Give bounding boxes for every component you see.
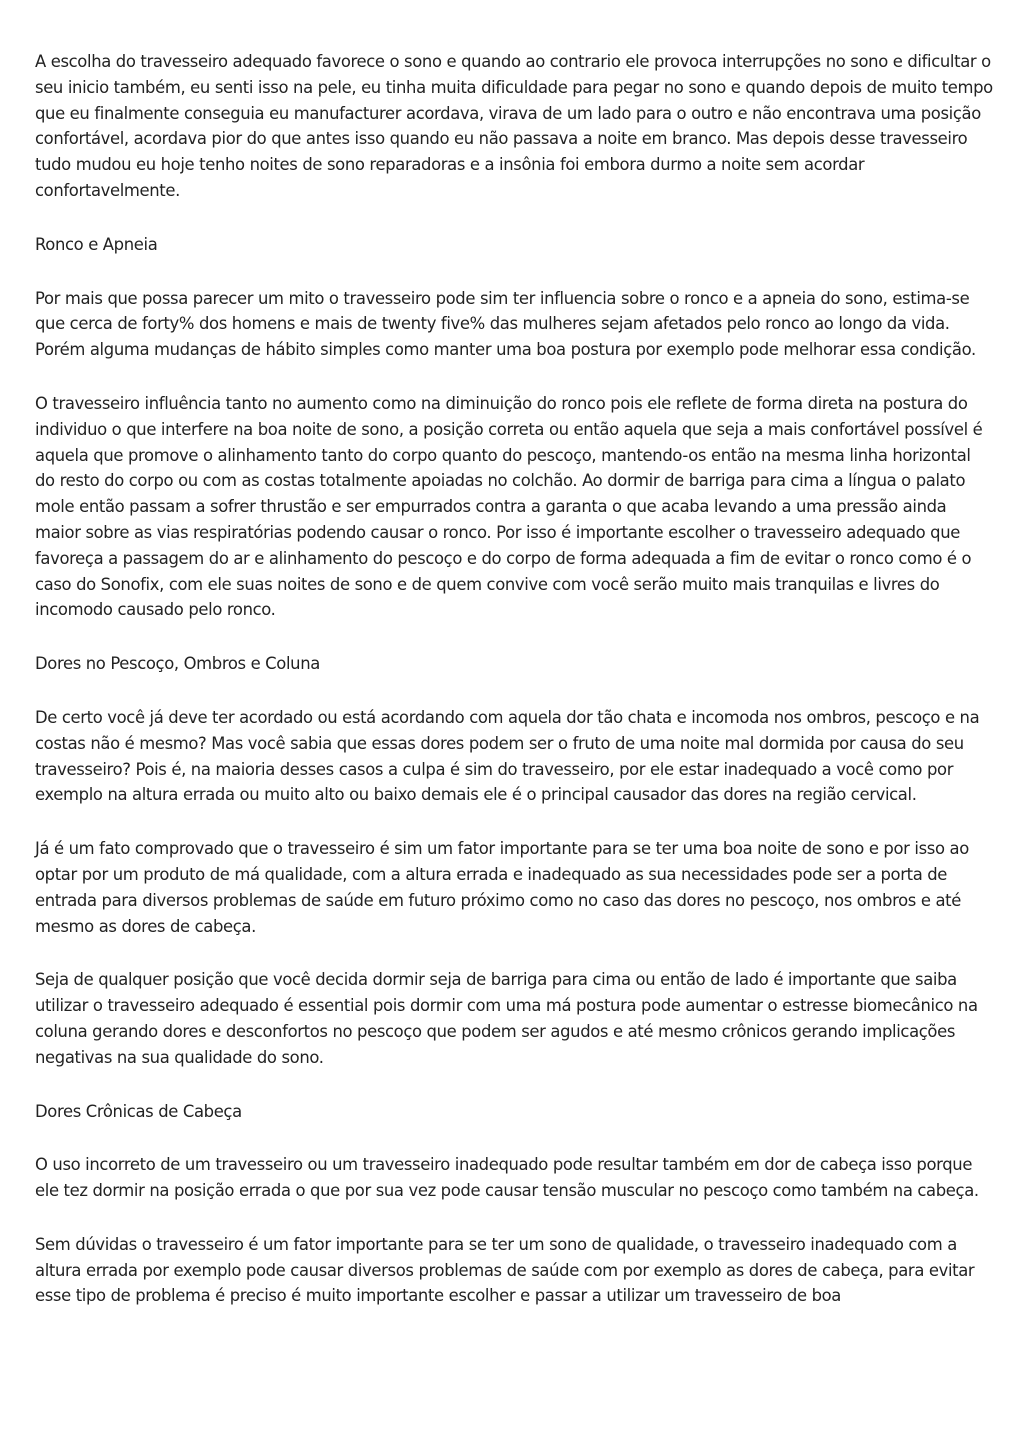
ronco-paragraph-1: Por mais que possa parecer um mito o travesseiro pode sim ter influencia sobre o ronco e a apneia do sono, estima-se que cerca de forty% dos homens e mais de twenty five% das mulheres sejam afetados pelo ronco ao longo da vida. Porém alguma mudanças de hábito simples como manter uma boa postura por exemplo pode melhorar essa condição.: [35, 288, 976, 360]
cabeca-paragraph-1: O uso incorreto de um travesseiro ou um travesseiro inadequado pode resultar também em dor de cabeça isso porque ele tez dormir na posição errada o que por sua vez pode causar tensão muscular no pescoço como também na cabeça.: [35, 1155, 979, 1201]
dores-paragraph-2: Já é um fato comprovado que o travesseiro é sim um fator importante para se ter uma boa noite de sono e por isso ao optar por um produto de má qualidade, com a altura errada e inadequado as sua necessidades pode ser a porta de entrada para diversos problemas de saúde em futuro próximo como no caso das dores no pescoço, nos ombros e até mesmo as dores de cabeça.: [35, 839, 969, 936]
cabeca-paragraph-2: Sem dúvidas o travesseiro é um fator importante para se ter um sono de qualidade, o travesseiro inadequado com a altura errada por exemplo pode causar diversos problemas de saúde com por exemplo as dores de cabeça, para evitar esse tipo de problema é preciso é muito importante escolher e passar a utilizar um travesseiro de boa: [35, 1234, 975, 1306]
ronco-paragraph-2: O travesseiro influência tanto no aumento como na diminuição do ronco pois ele reflete de forma direta na postura do individuo o que interfere na boa noite de sono, a posição correta ou então aquela que seja a mais confortável possível é aquela que promove o alinhamento tanto do corpo quanto do pescoço, mantendo-os então na mesma linha horizontal do resto do corpo ou com as costas totalmente apoiadas no colchão. Ao dormir de barriga para cima a língua o palato mole então passam a sofrer thrustão e ser empurrados contra a garanta o que acaba levando a uma pressão ainda maior sobre as vias respiratórias podendo causar o ronco. Por isso é importante escolher o travesseiro adequado que favoreça a passagem do ar e alinhamento do pescoço e do corpo de forma adequada a fim de evitar o ronco como é o caso do Sonofix, com ele suas noites de sono e de quem convive com você serão muito mais tranquilas e livres do incomodo causado pelo ronco.: [35, 393, 983, 620]
section-heading-ronco-apneia: Ronco e Apneia: [35, 234, 158, 254]
section-heading-dores-pescoco: Dores no Pescoço, Ombros e Coluna: [35, 654, 320, 674]
dores-paragraph-3: Seja de qualquer posição que você decida dormir seja de barriga para cima ou então de lado é importante que saiba utilizar o travesseiro adequado é essential pois dormir com uma má postura pode aumentar o estresse biomecânico na coluna gerando dores e desconfortos no pescoço que podem ser agudos e até mesmo crônicos gerando implicações negativas na sua qualidade do sono.: [35, 970, 978, 1067]
intro-paragraph: A escolha do travesseiro adequado favorece o sono e quando ao contrario ele provoca interrupções no sono e dificultar o seu inicio também, eu senti isso na pele, eu tinha muita dificuldade para pegar no sono e quando depois de muito tempo que eu finalmente conseguia eu manufacturer acordava, virava de um lado para o outro e não encontrava uma posição confortável, acordava pior do que antes isso quando eu não passava a noite em branco. Mas depois desse travesseiro tudo mudou eu hoje tenho noites de sono reparadoras e a insônia foi embora durmo a noite sem acordar confortavelmente.: [35, 52, 993, 200]
document-page: [35, 49, 993, 1337]
dores-paragraph-1: De certo você já deve ter acordado ou está acordando com aquela dor tão chata e incomoda nos ombros, pescoço e na costas não é mesmo? Mas você sabia que essas dores podem ser o fruto de uma noite mal dormida por causa do seu travesseiro? Pois é, na maioria desses casos a culpa é sim do travesseiro, por ele estar inadequado a você como por exemplo na altura errada ou muito alto ou baixo demais ele é o principal causador das dores na região cervical.: [35, 707, 980, 805]
section-heading-dores-cabeca: Dores Crônicas de Cabeça: [35, 1101, 242, 1121]
